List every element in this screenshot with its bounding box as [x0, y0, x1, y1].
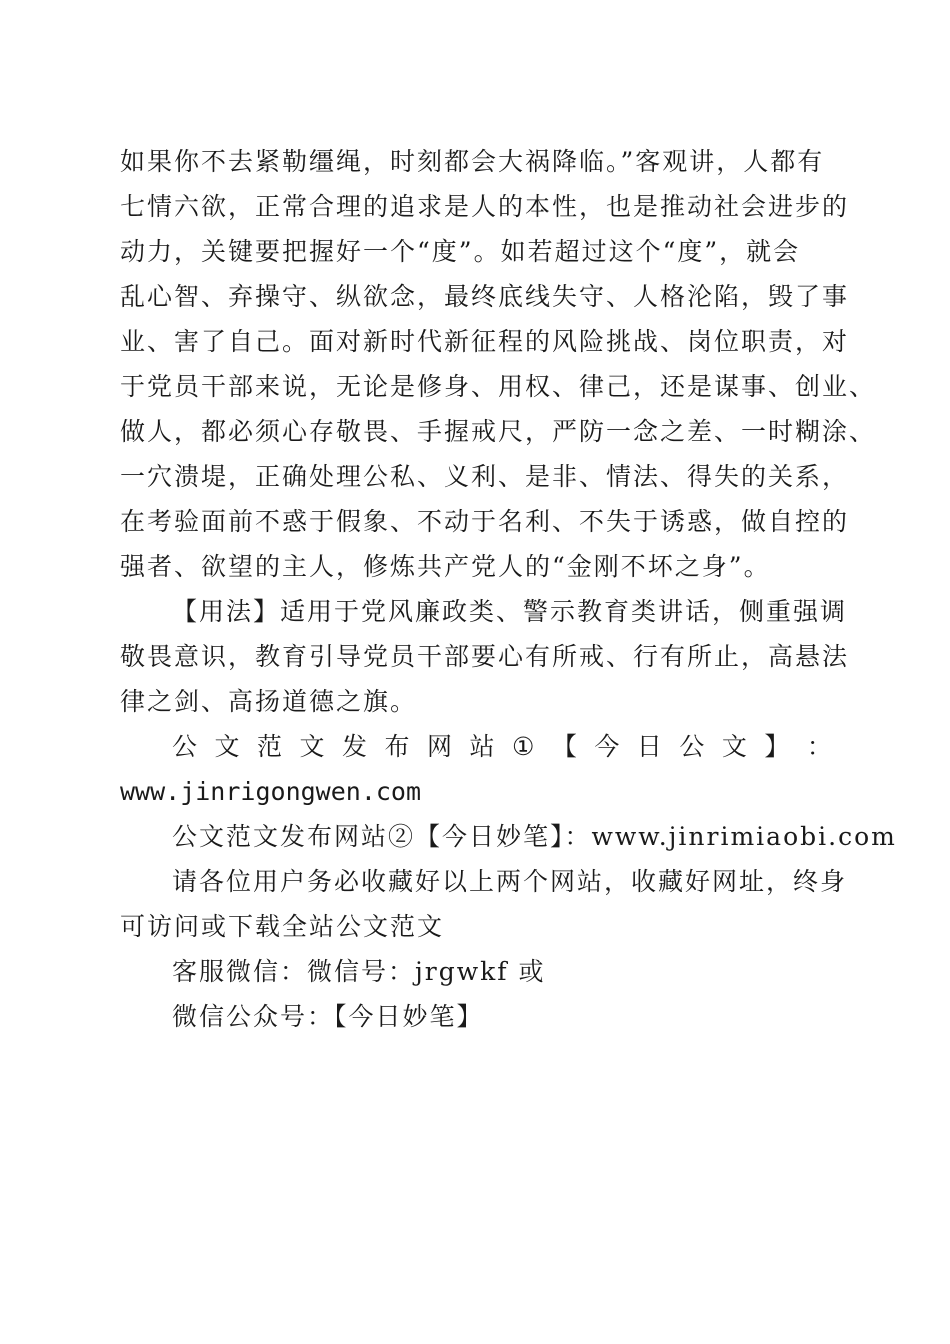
site1-char: 】 [764, 732, 790, 761]
body-line-7: 做人，都必须心存敬畏、手握戒尺，严防一念之差、一时糊涂、 [120, 417, 877, 446]
site1-char: 布 [384, 732, 410, 761]
body-line-8: 一穴溃堤，正确处理公私、义利、是非、情法、得失的关系， [120, 462, 850, 491]
site1-char: 今 [594, 732, 620, 761]
notice-line-2: 可访问或下载全站公文范文 [120, 912, 445, 941]
notice-line-1: 请各位用户务必收藏好以上两个网站，收藏好网址，终身 [172, 867, 848, 896]
body-line-5: 业、害了自己。面对新时代新征程的风险挑战、岗位职责，对 [120, 327, 850, 356]
body-line-10: 强者、欲望的主人，修炼共产党人的“金刚不坏之身”。 [120, 552, 771, 581]
body-line-2: 七情六欲，正常合理的追求是人的本性，也是推动社会进步的 [120, 192, 850, 221]
body-line-3: 动力，关键要把握好一个“度”。如若超过这个“度”，就会 [120, 237, 801, 266]
usage-line-2: 敬畏意识，教育引导党员干部要心有所戒、行有所止，高悬法 [120, 642, 850, 671]
site1-char: 文 [299, 732, 325, 761]
body-line-9: 在考验面前不惑于假象、不动于名利、不失于诱惑，做自控的 [120, 507, 850, 536]
site1-url[interactable]: www.jinrigongwen.com [120, 777, 422, 806]
official-account-line: 微信公众号：【今日妙笔】 [172, 1002, 484, 1031]
site1-char: 【 [551, 732, 577, 761]
site1-char: 发 [342, 732, 368, 761]
site1-char: 网 [427, 732, 453, 761]
body-line-6: 于党员干部来说，无论是修身、用权、律己，还是谋事、创业、 [120, 372, 877, 401]
usage-line-1: 【用法】适用于党风廉政类、警示教育类讲话，侧重强调 [172, 597, 848, 626]
service-wechat-line: 客服微信：微信号：jrgwkf 或 [172, 957, 546, 986]
site1-char: 公 [172, 732, 198, 761]
site2-line: 公文范文发布网站②【今日妙笔】：www.jinrimiaobi.com [172, 822, 897, 851]
usage-line-3: 律之剑、高扬道德之旗。 [120, 687, 418, 716]
site1-char: 公 [679, 732, 705, 761]
body-line-1: 如果你不去紧勒缰绳，时刻都会大祸降临。”客观讲，人都有 [120, 147, 825, 176]
site1-label [172, 732, 832, 762]
site1-char: 范 [257, 732, 283, 761]
site1-char: ① [512, 732, 535, 761]
site1-char: 文 [214, 732, 240, 761]
site1-char: ： [806, 732, 832, 761]
body-line-4: 乱心智、弃操守、纵欲念，最终底线失守、人格沦陷，毁了事 [120, 282, 850, 311]
site1-char: 日 [636, 732, 662, 761]
site1-char: 文 [721, 732, 747, 761]
site1-char: 站 [469, 732, 495, 761]
